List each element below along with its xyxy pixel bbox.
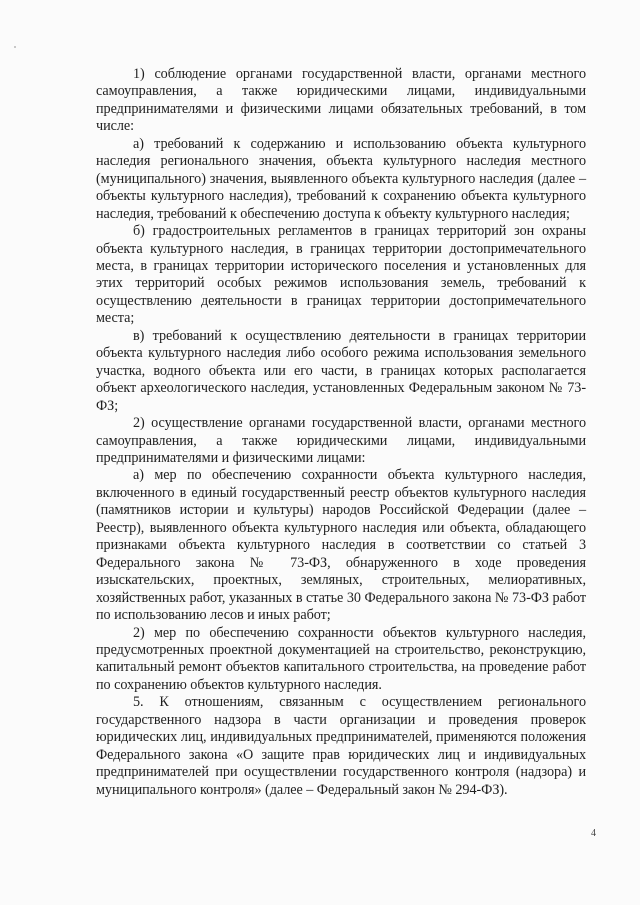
paragraph-5-relations: 5. К отношениям, связанным с осуществлением регионального государственного надзора в части организации и проведения проверок юридических лиц, индивидуальных предпринимателей, применяются положения Федерального закона «О защите прав юридических лиц и индивидуальных предпринимателей при осуществлении государственного контроля (надзора) и муниципального контроля» (далее – Федеральный закон № 294-ФЗ).	[96, 694, 586, 798]
paragraph-1b-regulations: б) градостроительных регламентов в границах территорий зон охраны объекта культурного наследия, в границах территории достопримечательного места, в границах территории исторического поселения и установленных для этих территорий особых режимов использования земель, требований к осуществлению деятельности в границах территории достопримечательного места;	[96, 223, 586, 327]
scan-mark	[14, 46, 16, 48]
page-number: 4	[591, 828, 596, 839]
paragraph-1c-archaeology: в) требований к осуществлению деятельности в границах территории объекта культурного наследия либо особого режима использования земельного участка, водного объекта или его части, в границах которых располагается объект археологического наследия, установленных Федеральным законом № 73-ФЗ;	[96, 327, 586, 414]
document-body	[96, 66, 586, 799]
paragraph-1-compliance: 1) соблюдение органами государственной власти, органами местного самоуправления, а также юридическими лицами, индивидуальными предпринимателями и физическими лицами обязательных требований, в том числе:	[96, 66, 586, 135]
paragraph-2-2-project-measures: 2) мер по обеспечению сохранности объектов культурного наследия, предусмотренных проектной документацией на строительство, реконструкцию, капитальный ремонт объектов капитального строительства, на проведение работ по сохранению объектов культурного наследия.	[96, 624, 586, 693]
paragraph-2a-preservation: а) мер по обеспечению сохранности объекта культурного наследия, включенного в единый государственный реестр объектов культурного наследия (памятников истории и культуры) народов Российской Федерации (далее – Реестр), выявленного объекта культурного наследия или объекта, обладающего признаками объекта культурного наследия в соответствии со статьей 3 Федерального закона № 73-ФЗ, обнаруженного в ходе проведения изыскательских, проектных, земляных, строительных, мелиоративных, хозяйственных работ, указанных в статье 30 Федерального закона № 73-ФЗ работ по использованию лесов и иных работ;	[96, 467, 586, 624]
paragraph-2-measures: 2) осуществление органами государственной власти, органами местного самоуправления, а также юридическими лицами, индивидуальными предпринимателями и физическими лицами:	[96, 415, 586, 466]
paragraph-1a-requirements: а) требований к содержанию и использованию объекта культурного наследия регионального значения, объекта культурного наследия местного (муниципального) значения, выявленного объекта культурного наследия (далее – объекты культурного наследия), требований к сохранению объекта культурного наследия, требований к обеспечению доступа к объекту культурного наследия;	[96, 135, 586, 222]
